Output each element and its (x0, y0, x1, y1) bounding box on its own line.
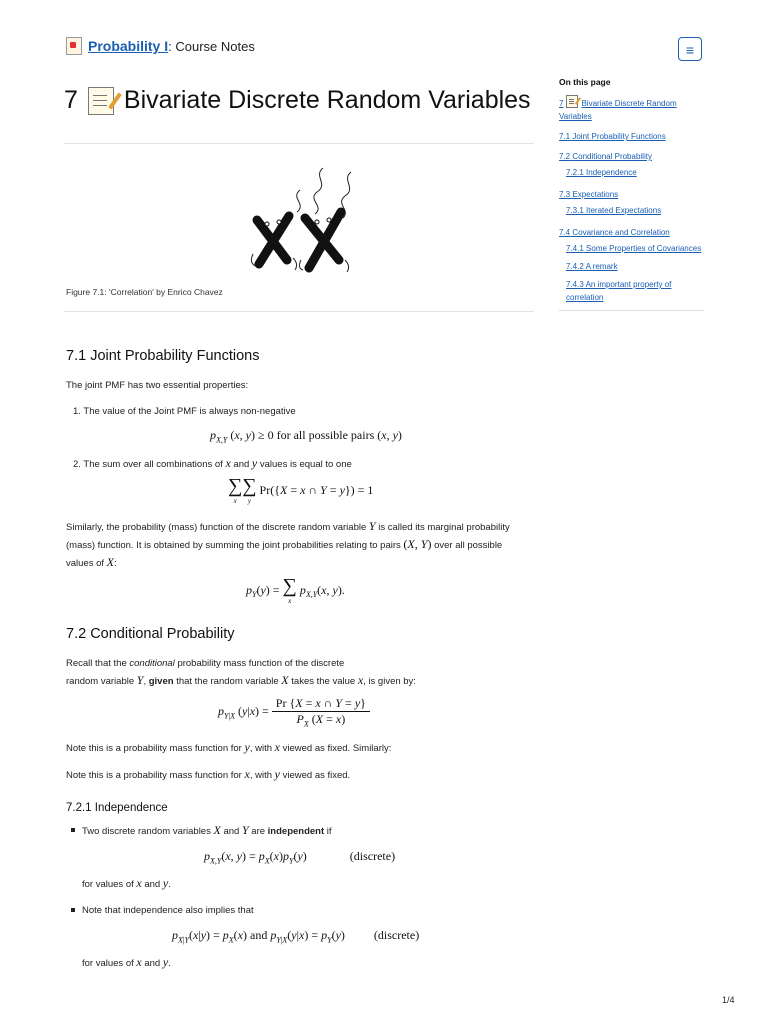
text: that the random variable (176, 676, 279, 687)
book-logo-icon (66, 37, 82, 55)
section-heading-7-2-1 (66, 802, 168, 814)
toc-label: A remark (585, 262, 618, 271)
text: if (326, 826, 332, 837)
section-heading-7-2 (66, 626, 234, 642)
toc-number: 7.4 (559, 228, 571, 237)
text: Note this is a probability mass function for (66, 743, 242, 754)
heading-text: Independence (94, 802, 168, 814)
text: and (233, 459, 250, 470)
toc-number: 7.1 (559, 132, 571, 141)
equation-marginal: $p_Y(y)$ = ∑ x $p_{X,Y}(x$, y). (246, 575, 345, 605)
text: is called its marginal probability (378, 522, 510, 533)
divider (64, 311, 534, 312)
text: and (250, 928, 268, 942)
toc-item-7-4-3[interactable] (566, 278, 704, 304)
toc-label: Covariance and Correlation (572, 228, 670, 237)
toc-label: Iterated Expectations (586, 206, 662, 215)
paragraph-note-2: Note this is a probability mass function for x, with y viewed as fixed. (66, 767, 351, 781)
text: for values of (82, 879, 134, 890)
hamburger-icon: ≡ (685, 42, 695, 58)
text: Recall that the (66, 658, 127, 669)
page-title-text: Bivariate Discrete Random Variables (123, 86, 531, 114)
toc-item-7-2-1[interactable] (566, 166, 704, 179)
text: viewed as fixed. (282, 770, 351, 781)
text: Two discrete random variables (82, 826, 211, 837)
toc-label: Independence (586, 168, 637, 177)
text: takes the value (291, 676, 356, 687)
paragraph-note-1: Note this is a probability mass function for y, with x viewed as fixed. Similarly: (66, 740, 392, 754)
equation-text: for all possible pairs (276, 428, 375, 442)
brand-link[interactable]: Probability I (88, 38, 169, 54)
text: , with (249, 743, 272, 754)
heading-number: 7.2.1 (66, 802, 92, 814)
toc-number: 7.4.2 (566, 262, 584, 271)
brand-suffix: : Course Notes (168, 38, 255, 54)
text: random variable (66, 676, 135, 687)
text: Similarly, the probability (mass) function of the discrete random variable (66, 522, 367, 533)
paragraph: for values of x and y. (82, 955, 171, 969)
paragraph: for values of x and y. (82, 876, 171, 890)
text: Note this is a probability mass function for (66, 770, 242, 781)
toc-number: 7.2 (559, 152, 571, 161)
toc-number: 7 (559, 99, 564, 108)
list-item-implies: Note that independence also implies that (82, 905, 254, 916)
text: and (144, 958, 161, 969)
page-title (64, 86, 531, 115)
equation-tag: (discrete) (373, 928, 420, 942)
toc-number: 7.3.1 (566, 206, 584, 215)
heading-number: 7.1 (66, 348, 87, 364)
toc-label: Bivariate Discrete Random Variables (559, 99, 677, 121)
text: and (144, 879, 161, 890)
list-item: 1. The value of the Joint PMF is always non-negative (73, 406, 296, 417)
toc-label: Some Properties of Covariances (586, 244, 702, 253)
toc-item-7-3-1[interactable] (566, 204, 704, 217)
toc-label: An important property of correlation (566, 280, 672, 302)
memo-icon (566, 95, 578, 108)
equation-nonnegative: $p_{X,Y}$ (x, y) ≥ 0 for all possible pairs (x, y) (210, 428, 402, 445)
heading-number: 7.2 (66, 626, 87, 642)
text: over all possible (434, 540, 503, 551)
correlation-figure (245, 160, 365, 278)
text: values is equal to one (259, 459, 352, 470)
list-item-independent: Two discrete random variables X and Y are independent if (82, 823, 332, 837)
bold: given (148, 676, 174, 687)
text: for values of (82, 958, 134, 969)
page-title-number: 7 (64, 86, 78, 114)
equation-conditional-independence: $p_{X|Y}(x|y) = p_X(x)$ and $p_{Y|X}(y|x) = p_Y(y)$ (discrete) (172, 928, 420, 945)
text: are (251, 826, 266, 837)
text: 2. The sum over all combinations of (73, 459, 223, 470)
heading-text: Conditional Probability (90, 626, 235, 642)
paragraph: The joint PMF has two essential properties: (66, 380, 249, 391)
toc-item-7-1[interactable] (559, 130, 704, 143)
toc-item-7[interactable] (559, 95, 704, 123)
text: , is given by: (363, 676, 416, 687)
text: viewed as fixed. Similarly: (282, 743, 392, 754)
toc-item-7-4-2[interactable] (566, 260, 704, 273)
equation-conditional: $p_{Y|X}$ (y|x) = $\frac{Pr \{X = x \cap Y = y\}}{P_X (X = x)}$ (218, 696, 370, 728)
toc-label: Conditional Probability (572, 152, 652, 161)
equation-sum-to-one: ∑ x ∑ y Pr({X = x ∩ Y = y}) = 1 (228, 475, 374, 505)
text: and (223, 826, 240, 837)
bullet-icon (71, 828, 75, 832)
toc-label: Expectations (572, 190, 619, 199)
text: (mass) function. It is obtained by summing the joint probabilities relating to pairs (66, 540, 401, 551)
toc-number: 7.3 (559, 190, 571, 199)
toc-item-7-2[interactable] (559, 150, 704, 163)
toc-label: Joint Probability Functions (572, 132, 666, 141)
paragraph-marginal: Similarly, the probability (mass) function of the discrete random variable Y is called its marginal probability (mass) function. It is obtained by summing the joint probabilities relating to pairs (X, Y) over all possible values of X: (66, 519, 510, 569)
bullet-icon (71, 908, 75, 912)
emphasis: conditional (129, 658, 175, 669)
text: probability mass function of the discrete (177, 658, 345, 669)
text: , with (249, 770, 272, 781)
paragraph-conditional: Recall that the conditional probability mass function of the discrete random variable Y, given that the random variable X takes the value x, is given by: (66, 658, 416, 687)
bold: independent (267, 826, 325, 837)
heading-text: Joint Probability Functions (90, 348, 260, 364)
toc-number: 7.4.1 (566, 244, 584, 253)
text: values of (66, 558, 105, 569)
toc-item-7-3[interactable] (559, 188, 704, 201)
toc-divider (559, 310, 704, 311)
memo-icon (88, 87, 114, 115)
toc-number: 7.2.1 (566, 168, 584, 177)
toc-number: 7.4.3 (566, 280, 584, 289)
menu-toggle-button[interactable] (678, 37, 702, 61)
toc-heading: On this page (559, 77, 611, 87)
section-heading-7-1 (66, 348, 259, 364)
on-this-page-toc (559, 77, 704, 311)
equation-independence: $p_{X,Y}(x$, $y) = p_X(x)p_Y(y)$ (discrete) (204, 849, 396, 866)
figure-caption: Figure 7.1: 'Correlation' by Enrico Chavez (66, 287, 223, 297)
page-number: 1/4 (722, 995, 735, 1005)
equation-tag: (discrete) (349, 849, 396, 863)
divider (64, 143, 534, 144)
toc-item-7-4[interactable] (559, 226, 704, 239)
toc-item-7-4-1[interactable] (566, 242, 704, 255)
site-brand (66, 37, 255, 55)
list-item: 2. The sum over all combinations of x and y values is equal to one (73, 456, 352, 470)
